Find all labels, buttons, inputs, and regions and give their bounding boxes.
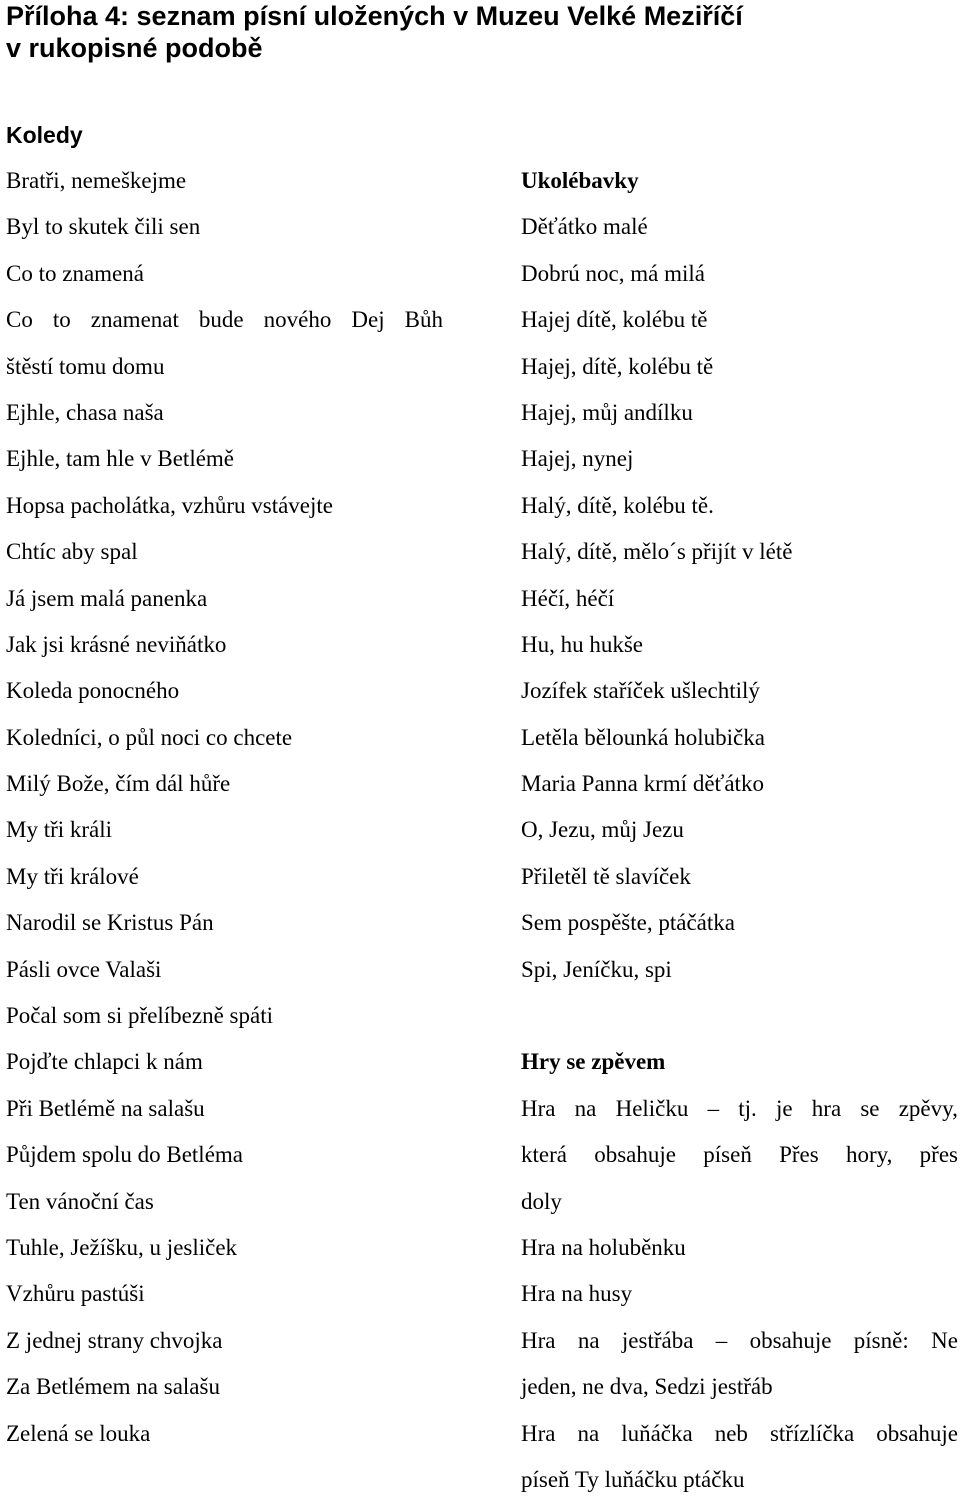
list-item: My tři králi bbox=[6, 817, 113, 843]
list-item: Hopsa pacholátka, vzhůru vstávejte bbox=[6, 492, 333, 518]
list-item: Přiletěl tě slavíček bbox=[521, 863, 691, 889]
list-item-line: která obsahuje píseň Přes hory, přes bbox=[521, 1142, 958, 1168]
list-item: Při Betlémě na salašu bbox=[6, 1095, 205, 1121]
page-title-line-1: Příloha 4: seznam písní uložených v Muzeu Velké Meziříčí bbox=[6, 1, 743, 31]
list-item: Letěla bělounká holubička bbox=[521, 724, 765, 750]
list-item-line: jeden, ne dva, Sedzi jestřáb bbox=[521, 1374, 773, 1400]
list-item: Koleda ponocného bbox=[6, 678, 180, 704]
list-item-line: Hra na luňáčka neb střízlíčka obsahuje bbox=[521, 1420, 958, 1446]
list-item: Co to znamená bbox=[6, 260, 144, 286]
list-item: Jak jsi krásné neviňátko bbox=[6, 631, 227, 657]
list-item: Chtíc aby spal bbox=[6, 539, 138, 565]
list-item: Koledníci, o půl noci co chcete bbox=[6, 724, 293, 750]
list-item-line: Hra na Heličku – tj. je hra se zpěvy, bbox=[521, 1095, 958, 1121]
list-item: Tuhle, Ježíšku, u jesliček bbox=[6, 1234, 238, 1260]
list-item: Héčí, héčí bbox=[521, 585, 615, 611]
list-item: Za Betlémem na salašu bbox=[6, 1374, 220, 1400]
section-gap bbox=[521, 993, 958, 1039]
list-item: Hajej, můj andílku bbox=[521, 399, 693, 425]
list-item-line: píseň Ty luňáčku ptáčku bbox=[521, 1466, 745, 1492]
list-item: Zelená se louka bbox=[6, 1420, 151, 1446]
list-item: Milý Bože, čím dál hůře bbox=[6, 771, 231, 797]
list-item: Bratři, nemeškejme bbox=[6, 168, 187, 193]
list-item: Narodil se Kristus Pán bbox=[6, 910, 214, 936]
list-item: Dobrú noc, má milá bbox=[521, 260, 705, 286]
list-item-line: Hra na jestřába – obsahuje písně: Ne bbox=[521, 1327, 958, 1353]
list-item: Jozífek staříček ušlechtilý bbox=[521, 678, 760, 704]
list-item: Co to znamenat bude nového Dej Bůh bbox=[6, 307, 443, 333]
list-item: Z jednej strany chvojka bbox=[6, 1327, 223, 1353]
list-item: Hajej, dítě, kolébu tě bbox=[521, 353, 714, 379]
list-item: Počal som si přelíbezně spáti bbox=[6, 1003, 273, 1029]
list-item: Spi, Jeníčku, spi bbox=[521, 956, 672, 982]
list-item: Halý, dítě, mělo´s přijít v létě bbox=[521, 539, 793, 565]
list-item: Hajej, nynej bbox=[521, 446, 634, 472]
list-item: My tři králové bbox=[6, 863, 139, 889]
list-item-line: doly bbox=[521, 1188, 562, 1214]
list-item: O, Jezu, můj Jezu bbox=[521, 817, 684, 843]
list-item: Sem pospěšte, ptáčátka bbox=[521, 910, 735, 936]
list-item: Ejhle, tam hle v Betlémě bbox=[6, 446, 235, 472]
list-item: Hra na holuběnku bbox=[521, 1234, 686, 1260]
list-item: štěstí tomu domu bbox=[6, 353, 165, 379]
list-item: Maria Panna krmí děťátko bbox=[521, 771, 764, 797]
list-item: Halý, dítě, kolébu tě. bbox=[521, 492, 714, 518]
list-item: Pásli ovce Valaši bbox=[6, 956, 162, 982]
list-item: Hra na husy bbox=[521, 1281, 633, 1307]
hry-heading: Hry se zpěvem bbox=[521, 1049, 666, 1075]
list-item: Byl to skutek čili sen bbox=[6, 214, 201, 240]
list-item: Děťátko malé bbox=[521, 214, 648, 240]
koledy-list bbox=[6, 158, 486, 1457]
page-title-line-2: v rukopisné podobě bbox=[6, 33, 263, 63]
list-item: Vzhůru pastúši bbox=[6, 1281, 145, 1307]
right-column bbox=[521, 158, 958, 1503]
list-item: Půjdem spolu do Betléma bbox=[6, 1142, 244, 1168]
list-item: Pojďte chlapci k nám bbox=[6, 1049, 203, 1075]
list-item: Hu, hu hukše bbox=[521, 631, 644, 657]
list-item: Hajej dítě, kolébu tě bbox=[521, 307, 708, 333]
list-item: Ten vánoční čas bbox=[6, 1188, 154, 1214]
koledy-heading: Koledy bbox=[6, 122, 83, 148]
ukolebavky-heading: Ukolébavky bbox=[521, 168, 639, 193]
list-item: Já jsem malá panenka bbox=[6, 585, 208, 611]
list-item: Ejhle, chasa naša bbox=[6, 399, 164, 425]
page-title bbox=[6, 0, 946, 64]
